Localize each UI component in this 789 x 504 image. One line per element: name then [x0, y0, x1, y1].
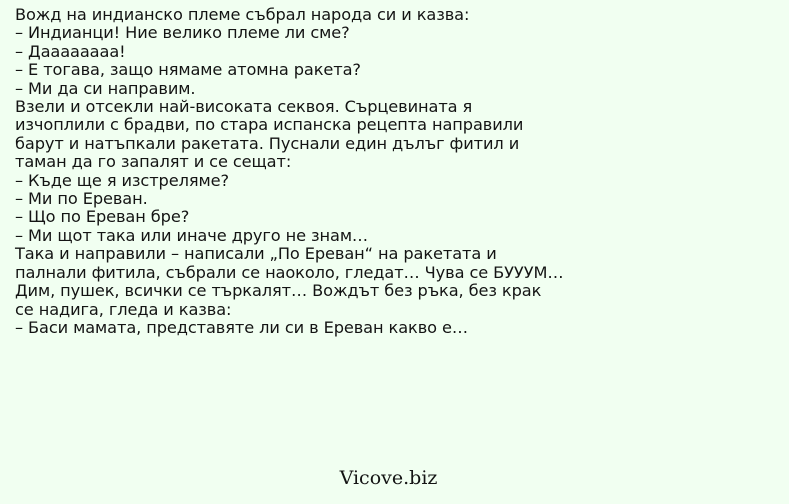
joke-line: барут и натъпкали ракетата. Пуснали един дълъг фитил и [15, 133, 520, 153]
site-footer [0, 467, 789, 489]
joke-line: Взели и отсекли най-високата секвоя. Сърцевината я [15, 97, 473, 117]
joke-line: Така и направили – написали „По Ереван“ на ракетата и [15, 244, 497, 264]
joke-line: – Индианци! Ние велико племе ли сме? [15, 23, 350, 43]
joke-line: таман да го запалят и се сещат: [15, 152, 292, 172]
joke-line: – Ми по Ереван. [15, 189, 148, 209]
joke-line: Вожд на индианско племе събрал народа си и казва: [15, 5, 470, 24]
site-name: Vicove.biz [339, 467, 438, 489]
joke-line: – Що по Ереван бре? [15, 207, 190, 227]
joke-line: – Баси мамата, представяте ли си в Ереван какво е… [15, 317, 468, 337]
joke-line: – Е тогава, защо нямаме атомна ракета? [15, 60, 361, 80]
joke-line: – Къде ще я изстреляме? [15, 170, 229, 190]
joke-line: изчоплили с брадви, по стара испанска рецепта направили [15, 115, 524, 135]
joke-line: Дим, пушек, всички се търкалят… Вождът без ръка, без крак [15, 281, 542, 301]
joke-text [15, 6, 780, 337]
joke-line: палнали фитила, събрали се наоколо, гледат… Чува се БУУУМ… [15, 262, 564, 282]
joke-line: – Ми да си направим. [15, 78, 196, 98]
joke-line: – Даааааааа! [15, 41, 126, 61]
joke-line: – Ми щот така или иначе друго не знам… [15, 225, 369, 245]
joke-line: се надига, гледа и казва: [15, 299, 232, 319]
